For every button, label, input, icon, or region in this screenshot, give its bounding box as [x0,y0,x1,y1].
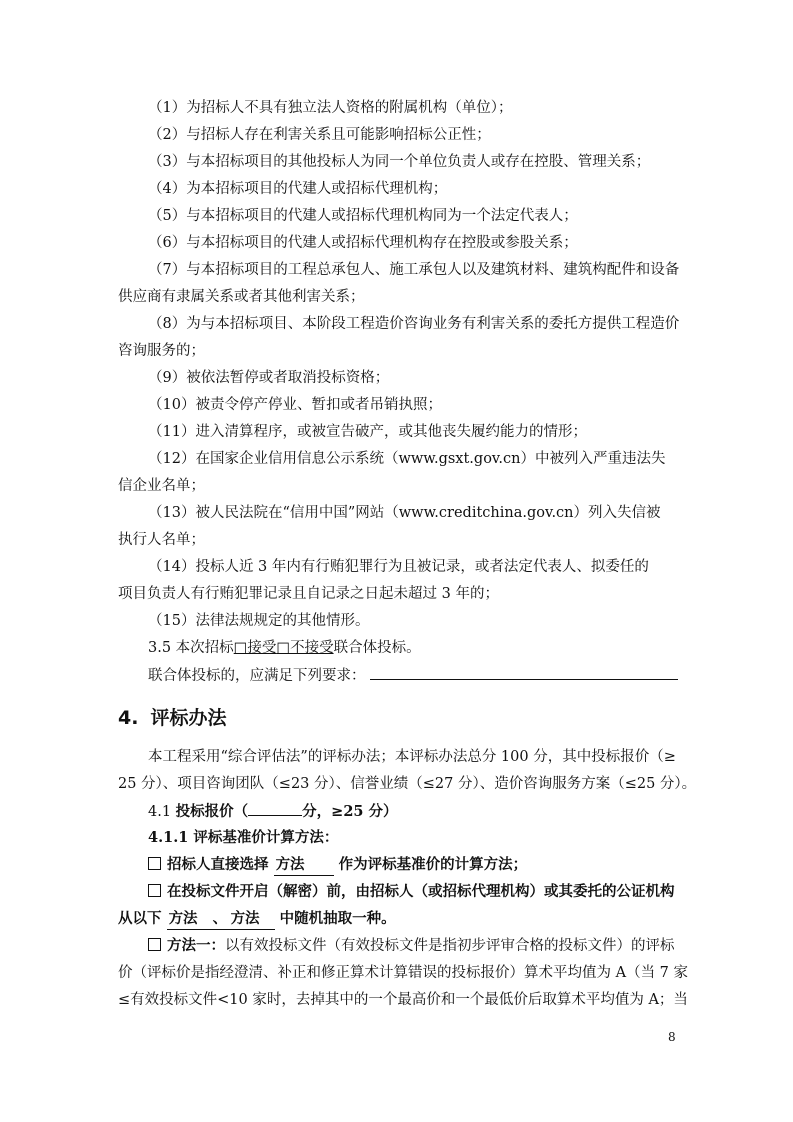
list-item: （1）为招标人不具有独立法人资格的附属机构（单位）； [148,100,513,116]
section-number: 4. [118,707,139,729]
option-random-prefix: 从以下 [118,910,162,927]
direct-method-field[interactable]: 方法 [274,855,334,876]
option-direct-prefix: 招标人直接选择 [167,856,269,873]
list-item-continuation: 咨询服务的； [118,343,205,359]
option-direct-suffix: 作为评标基准价的计算方法； [338,856,528,873]
random-method-separator: 、 [209,909,229,930]
method-one-paragraph [148,936,675,956]
accept-checkbox-option[interactable]: □接受 [233,640,277,656]
list-item: （12）在国家企业信用信息公示系统（www.gsxt.gov.cn）中被列入严重违法失 [148,451,666,467]
list-item: （7）与本招标项目的工程总承包人、施工承包人以及建筑材料、建筑构配件和设备 [148,262,680,278]
list-item: （9）被依法暂停或者取消投标资格； [148,370,390,386]
clause-4-1-1: 4.1.1 评标基准价计算方法： [148,829,339,846]
method-one-checkbox[interactable] [148,938,161,951]
list-item: （3）与本招标项目的其他投标人为同一个单位负责人或存在控股、管理关系； [148,154,651,170]
clause-3-5-suffix: 联合体投标。 [333,640,421,656]
list-item: （2）与招标人存在利害关系且可能影响招标公正性； [148,127,491,143]
clause-3-5 [148,638,421,658]
list-item: （15）法律法规规定的其他情形。 [148,613,370,629]
consortium-requirements [148,665,678,686]
option-random-suffix: 中随机抽取一种。 [279,910,396,927]
list-item-continuation: 供应商有隶属关系或者其他利害关系； [118,289,365,305]
option-random-select [148,882,675,902]
list-item: （13）被人民法院在“信用中国”网站（www.creditchina.gov.cn）列入失信被 [148,505,661,521]
method-one-line: ≤有效投标文件<10 家时，去掉其中的一个最高价和一个最低价后取算术平均值为 A；当 [118,992,688,1008]
section-heading [118,703,226,730]
section-title: 评标办法 [150,707,227,729]
clause-4-1-suffix: 分，≥25 分） [302,803,398,820]
random-method-field-1[interactable]: 方法 [167,909,209,930]
list-item: （14）投标人近 3 年内有行贿犯罪行为且被记录，或者法定代表人、拟委任的 [148,559,649,575]
random-select-checkbox[interactable] [148,884,161,897]
list-item: （5）与本招标项目的代建人或招标代理机构同为一个法定代表人； [148,208,578,224]
intro-paragraph-line: 本工程采用“综合评估法”的评标办法；本评标办法总分 100 分，其中投标报价（≥ [148,749,676,765]
list-item: （4）为本招标项目的代建人或招标代理机构； [148,181,448,197]
method-one-label: 方法一： [167,937,225,954]
list-item-continuation: 执行人名单； [118,532,205,548]
list-item: （10）被责令停产停业、暂扣或者吊销执照； [148,397,442,413]
clause-4-1 [148,801,398,822]
bid-price-score-blank[interactable] [248,801,302,816]
clause-4-1-label: 投标报价（ [175,803,249,820]
method-one-line1: 以有效投标文件（有效投标文件是指初步评审合格的投标文件）的评标 [225,938,675,954]
random-method-field-2[interactable]: 方法 [229,909,275,930]
consortium-requirements-blank[interactable] [370,665,678,680]
option-direct-select [148,855,527,876]
clause-4-1-number: 4.1 [148,804,172,820]
list-item: （8）为与本招标项目、本阶段工程造价咨询业务有利害关系的委托方提供工程造价 [148,316,680,332]
list-item: （11）进入清算程序，或被宣告破产，或其他丧失履约能力的情形； [148,424,587,440]
list-item: （6）与本招标项目的代建人或招标代理机构存在控股或参股关系； [148,235,578,251]
page-number: 8 [668,1030,676,1044]
intro-paragraph-line: 25 分）、项目咨询团队（≤23 分）、信誉业绩（≤27 分）、造价咨询服务方案（≤25 分）。 [118,776,697,792]
option-random-line1: 在投标文件开启（解密）前，由招标人（或招标代理机构）或其委托的公证机构 [167,883,675,900]
list-item-continuation: 项目负责人有行贿犯罪记录且自记录之日起未超过 3 年的； [118,586,499,602]
consortium-requirements-label: 联合体投标的，应满足下列要求： [148,668,366,684]
clause-3-5-prefix: 3.5 本次招标 [148,640,234,656]
reject-checkbox-option[interactable]: □不接受 [276,640,334,656]
option-random-select-continuation [118,909,396,930]
list-item-continuation: 信企业名单； [118,478,205,494]
method-one-line: 价（评标价是指经澄清、补正和修正算术计算错误的投标报价）算术平均值为 A（当 7 家 [118,965,689,981]
direct-select-checkbox[interactable] [148,857,161,870]
